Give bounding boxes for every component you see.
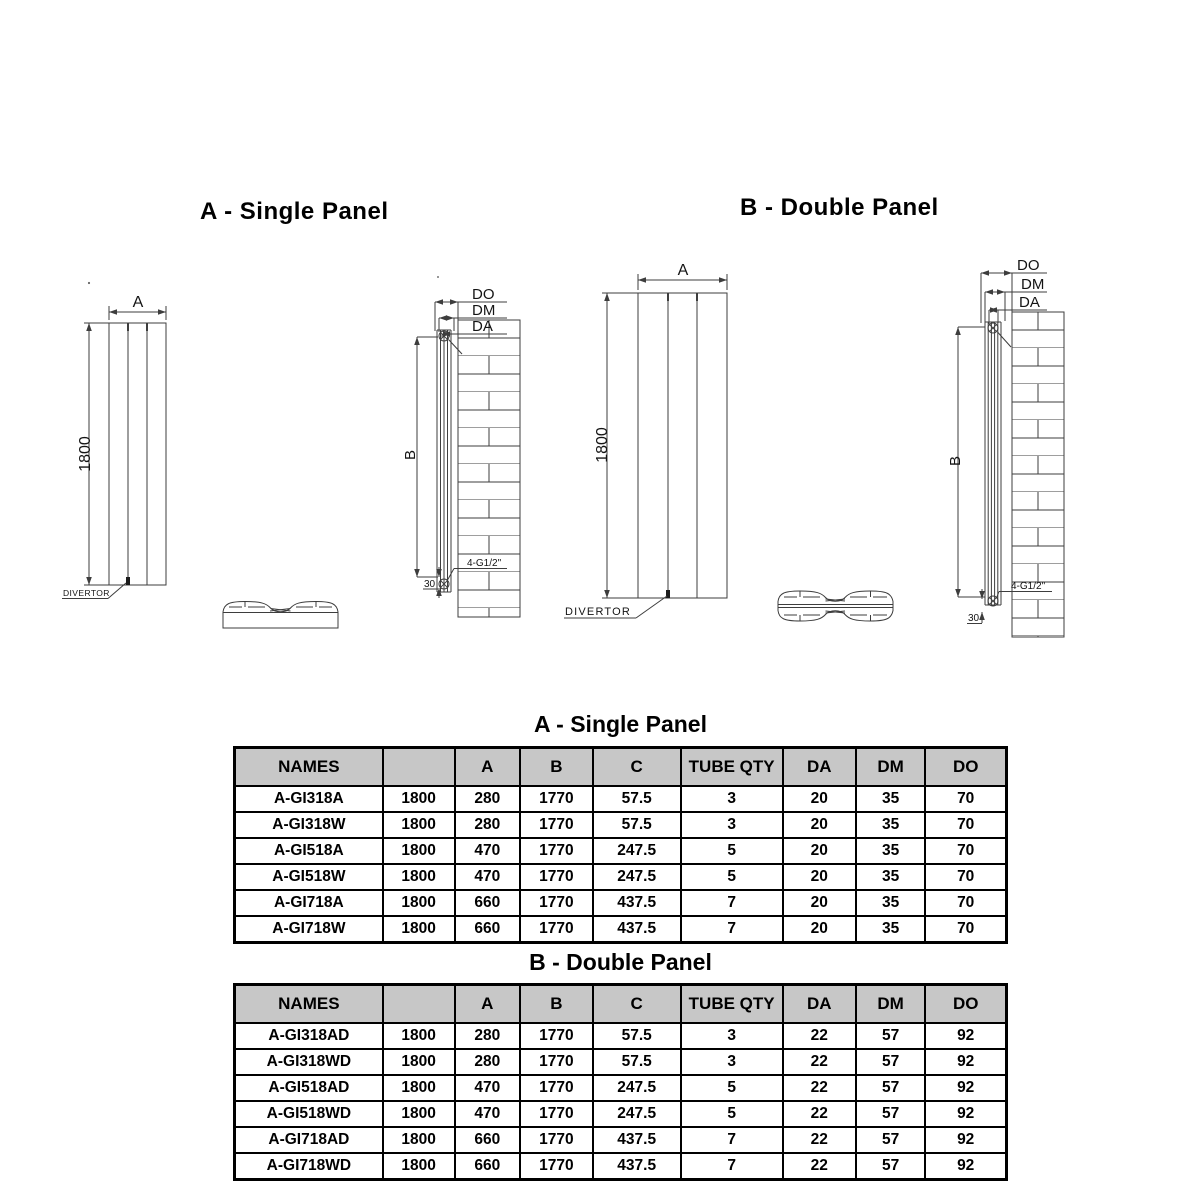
table-cell: A-GI518A <box>235 838 383 864</box>
table-row <box>235 1049 1007 1075</box>
dm-dim-label: DM <box>1021 276 1045 293</box>
radiator-body <box>109 323 166 585</box>
table-cell: 1770 <box>520 786 593 812</box>
column-header: TUBE QTY <box>681 985 783 1024</box>
table-cell: 35 <box>856 864 925 890</box>
table-cell: 7 <box>681 1127 783 1153</box>
offset-dim-label: 30 <box>424 579 436 590</box>
table-cell: 1800 <box>383 1127 455 1153</box>
table-cell: 3 <box>681 812 783 838</box>
table-cell: 1800 <box>383 890 455 916</box>
table-cell: 57.5 <box>593 786 681 812</box>
table-cell: 92 <box>925 1049 1006 1075</box>
table-cell: 7 <box>681 1153 783 1180</box>
table-cell: 7 <box>681 916 783 943</box>
table-cell: 22 <box>783 1101 856 1127</box>
table-cell: 35 <box>856 786 925 812</box>
table-cell: 57 <box>856 1075 925 1101</box>
table-cell: 280 <box>455 786 521 812</box>
table-cell: 57 <box>856 1023 925 1049</box>
da-dim-label: DA <box>1019 294 1040 311</box>
table-cell: 1770 <box>520 1075 593 1101</box>
table-cell: 1770 <box>520 864 593 890</box>
table-cell: 1770 <box>520 812 593 838</box>
single-panel-spec-table <box>233 746 1008 944</box>
single-panel-side-view <box>395 275 530 645</box>
dm-dim-label: DM <box>472 302 496 319</box>
table-cell: 1800 <box>383 838 455 864</box>
table-cell: 470 <box>455 838 521 864</box>
table-cell: 70 <box>925 812 1006 838</box>
single-panel-front-view <box>50 270 230 620</box>
table-cell: 247.5 <box>593 1075 681 1101</box>
width-dim-label: A <box>677 262 689 279</box>
table-cell: 1770 <box>520 916 593 943</box>
table-cell: 5 <box>681 1075 783 1101</box>
double-panel-front-view <box>555 255 745 630</box>
table-cell: 20 <box>783 812 856 838</box>
table-cell: 70 <box>925 786 1006 812</box>
height-dim-label: 1800 <box>77 436 94 472</box>
table-cell: 1800 <box>383 1023 455 1049</box>
table-cell: 5 <box>681 864 783 890</box>
table-cell: 57 <box>856 1049 925 1075</box>
table-cell: 1800 <box>383 1101 455 1127</box>
table-cell: 660 <box>455 916 521 943</box>
table-row <box>235 838 1007 864</box>
table-cell: 1800 <box>383 916 455 943</box>
wall-brick-section <box>458 320 520 617</box>
table-cell: 70 <box>925 864 1006 890</box>
column-header: DA <box>783 985 856 1024</box>
bottom-offset-dimension <box>967 589 985 624</box>
table-cell: 92 <box>925 1075 1006 1101</box>
column-header: DO <box>925 748 1006 787</box>
table-row <box>235 1127 1007 1153</box>
column-header <box>383 985 455 1024</box>
table-row <box>235 1023 1007 1049</box>
double-panel-spec-table <box>233 983 1008 1181</box>
connection-label: 4-G1/2" <box>467 558 502 569</box>
table-row <box>235 916 1007 943</box>
tube-length-dimension <box>947 327 985 597</box>
table-cell: 20 <box>783 890 856 916</box>
table-cell: A-GI718W <box>235 916 383 943</box>
column-header: A <box>455 748 521 787</box>
column-header: NAMES <box>235 985 383 1024</box>
divertor-label: DIVERTOR <box>63 588 110 598</box>
table-cell: 1770 <box>520 1023 593 1049</box>
table-cell: 437.5 <box>593 916 681 943</box>
table-cell: A-GI518WD <box>235 1101 383 1127</box>
table-cell: 247.5 <box>593 1101 681 1127</box>
table-cell: 92 <box>925 1127 1006 1153</box>
table-cell: 437.5 <box>593 1127 681 1153</box>
table-cell: 22 <box>783 1127 856 1153</box>
table-cell: A-GI318W <box>235 812 383 838</box>
table-cell: 35 <box>856 812 925 838</box>
stray-dot <box>88 282 90 284</box>
table-cell: 1770 <box>520 1127 593 1153</box>
table-cell: 57.5 <box>593 1023 681 1049</box>
table-row <box>235 1153 1007 1180</box>
table-cell: A-GI518W <box>235 864 383 890</box>
b-dim-label: B <box>947 455 964 467</box>
table-cell: 57 <box>856 1153 925 1180</box>
radiator-tube-profile <box>985 322 1001 605</box>
table-row <box>235 786 1007 812</box>
table-cell: 20 <box>783 864 856 890</box>
table-row <box>235 812 1007 838</box>
da-dim-label: DA <box>472 318 493 335</box>
table-cell: 280 <box>455 1049 521 1075</box>
table-cell: 1800 <box>383 1049 455 1075</box>
table-cell: 22 <box>783 1153 856 1180</box>
table-cell: 22 <box>783 1049 856 1075</box>
stray-dot <box>437 276 439 278</box>
table-cell: 3 <box>681 1049 783 1075</box>
table-cell: 22 <box>783 1023 856 1049</box>
double-panel-cross-section <box>770 585 905 640</box>
table-cell: 92 <box>925 1153 1006 1180</box>
double-panel-drawing-title: B - Double Panel <box>740 194 939 221</box>
single-panel-table-title: A - Single Panel <box>534 711 707 737</box>
table-cell: A-GI718A <box>235 890 383 916</box>
divertor-mark <box>126 577 130 585</box>
table-row <box>235 864 1007 890</box>
radiator-body <box>638 293 727 598</box>
table-cell: A-GI318A <box>235 786 383 812</box>
table-cell: 1800 <box>383 1153 455 1180</box>
table-cell: 470 <box>455 1101 521 1127</box>
table-cell: 660 <box>455 1153 521 1180</box>
column-header: DA <box>783 748 856 787</box>
table-cell: 57 <box>856 1101 925 1127</box>
offset-dim-label: 30 <box>968 613 980 624</box>
table-cell: A-GI718WD <box>235 1153 383 1180</box>
column-header: NAMES <box>235 748 383 787</box>
radiator-tube-profile <box>437 330 451 592</box>
table-cell: 1770 <box>520 1101 593 1127</box>
table-cell: 280 <box>455 812 521 838</box>
height-dimension <box>77 323 109 585</box>
connection-label: 4-G1/2" <box>1011 581 1046 592</box>
table-cell: A-GI318WD <box>235 1049 383 1075</box>
double-panel-side-view <box>935 255 1080 650</box>
table-cell: 1800 <box>383 864 455 890</box>
single-panel-drawing-title: A - Single Panel <box>200 198 389 225</box>
table-cell: 20 <box>783 838 856 864</box>
table-cell: 35 <box>856 916 925 943</box>
column-header <box>383 748 455 787</box>
column-header: TUBE QTY <box>681 748 783 787</box>
divertor-callout <box>564 596 667 618</box>
table-cell: 3 <box>681 786 783 812</box>
column-header: A <box>455 985 521 1024</box>
table-cell: 5 <box>681 1101 783 1127</box>
table-cell: 470 <box>455 864 521 890</box>
column-header: B <box>520 985 593 1024</box>
column-header: C <box>593 985 681 1024</box>
do-dim-label: DO <box>472 286 495 303</box>
table-cell: 57.5 <box>593 812 681 838</box>
table-cell: 437.5 <box>593 890 681 916</box>
width-dimension <box>109 294 166 320</box>
table-cell: 280 <box>455 1023 521 1049</box>
table-cell: 92 <box>925 1101 1006 1127</box>
table-cell: 1800 <box>383 1075 455 1101</box>
column-header: B <box>520 748 593 787</box>
tube-length-dimension <box>402 337 438 577</box>
table-cell: 20 <box>783 786 856 812</box>
column-header: DM <box>856 748 925 787</box>
table-cell: 3 <box>681 1023 783 1049</box>
table-cell: A-GI718AD <box>235 1127 383 1153</box>
table-cell: 57.5 <box>593 1049 681 1075</box>
table-cell: 247.5 <box>593 838 681 864</box>
table-cell: A-GI318AD <box>235 1023 383 1049</box>
do-dim-label: DO <box>1017 257 1040 274</box>
table-row <box>235 1075 1007 1101</box>
table-cell: 1770 <box>520 1049 593 1075</box>
column-header: DM <box>856 985 925 1024</box>
table-cell: 1770 <box>520 890 593 916</box>
table-cell: 437.5 <box>593 1153 681 1180</box>
table-cell: 35 <box>856 890 925 916</box>
height-dimension <box>594 293 638 598</box>
divertor-label: DIVERTOR <box>565 606 632 618</box>
table-cell: 7 <box>681 890 783 916</box>
table-cell: A-GI518AD <box>235 1075 383 1101</box>
table-cell: 5 <box>681 838 783 864</box>
height-dim-label: 1800 <box>594 427 611 463</box>
table-cell: 70 <box>925 838 1006 864</box>
table-cell: 20 <box>783 916 856 943</box>
table-row <box>235 1101 1007 1127</box>
table-cell: 660 <box>455 890 521 916</box>
table-cell: 70 <box>925 890 1006 916</box>
table-cell: 1770 <box>520 838 593 864</box>
table-cell: 1770 <box>520 1153 593 1180</box>
width-dim-label: A <box>132 294 144 311</box>
table-cell: 22 <box>783 1075 856 1101</box>
table-cell: 92 <box>925 1023 1006 1049</box>
table-row <box>235 890 1007 916</box>
b-dim-label: B <box>402 449 419 461</box>
table-cell: 35 <box>856 838 925 864</box>
table-cell: 57 <box>856 1127 925 1153</box>
column-header: DO <box>925 985 1006 1024</box>
table-cell: 247.5 <box>593 864 681 890</box>
single-panel-cross-section <box>215 595 350 640</box>
width-dimension <box>638 262 727 290</box>
table-cell: 70 <box>925 916 1006 943</box>
table-cell: 470 <box>455 1075 521 1101</box>
table-cell: 660 <box>455 1127 521 1153</box>
double-panel-table-title: B - Double Panel <box>529 949 712 975</box>
table-cell: 1800 <box>383 812 455 838</box>
table-cell: 1800 <box>383 786 455 812</box>
column-header: C <box>593 748 681 787</box>
